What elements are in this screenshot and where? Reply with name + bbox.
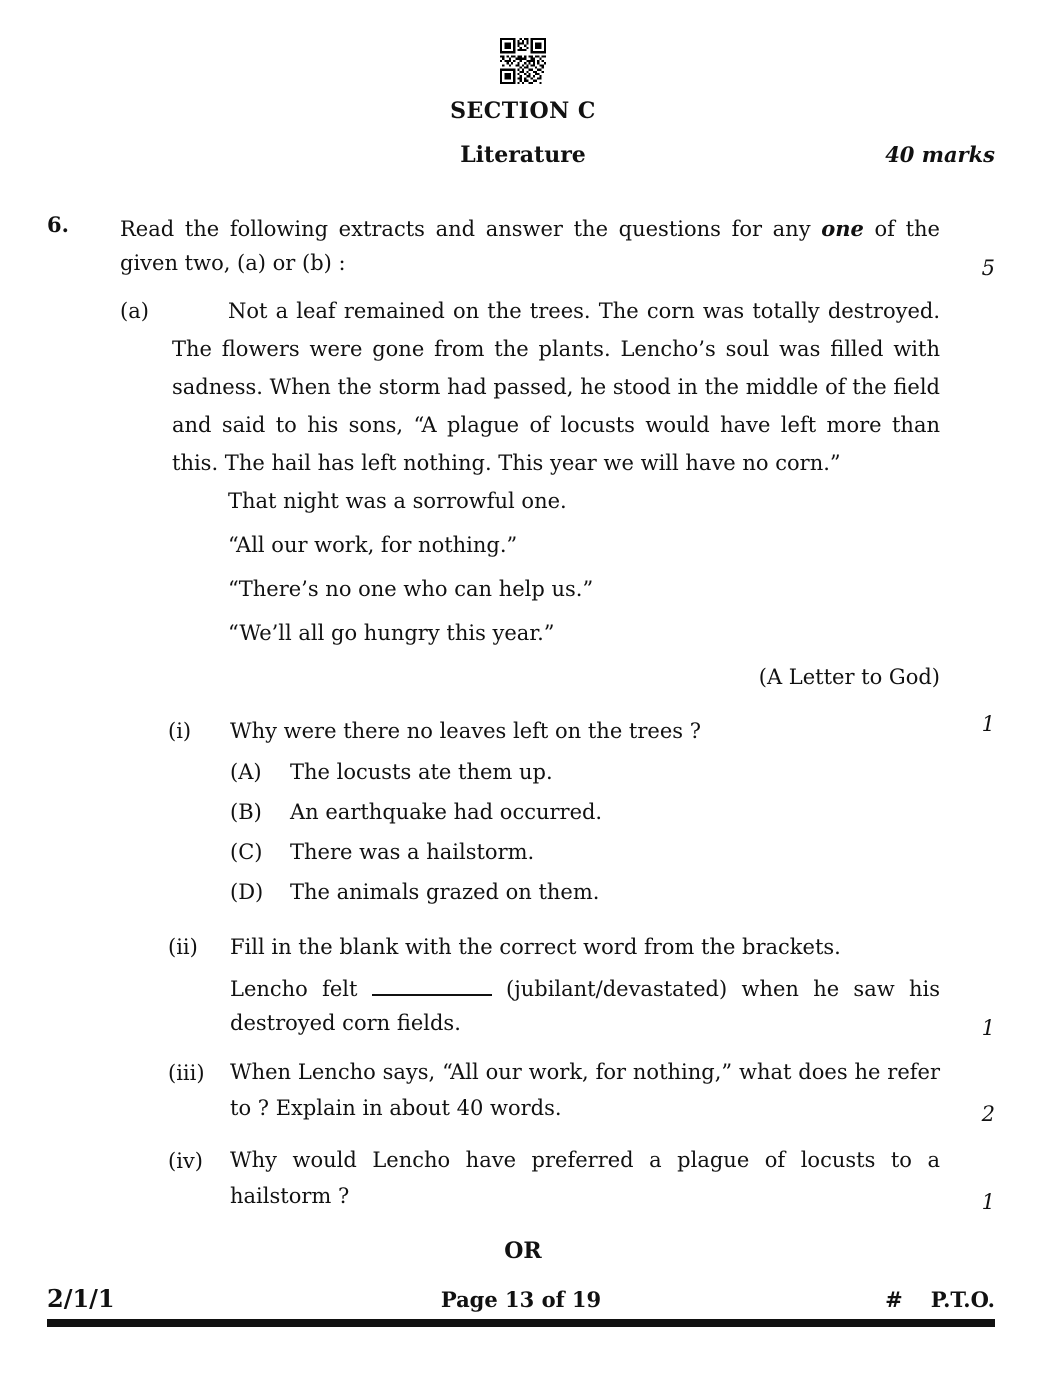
subject-row [0, 140, 1046, 170]
page-number: Page 13 of 19 [440, 1287, 602, 1312]
option-text: The locusts ate them up. [290, 760, 553, 784]
pto-label: P.T.O. [930, 1287, 995, 1312]
part-a [120, 292, 995, 482]
option-label: (B) [230, 800, 262, 824]
sub-question-marks: 1 [981, 1190, 995, 1214]
question-intro [120, 212, 940, 280]
paper-code: 2/1/1 [47, 1284, 115, 1313]
total-marks: 40 marks [885, 142, 995, 167]
sub-question-body [230, 928, 940, 1040]
fill-in-blank [372, 990, 492, 996]
footer-rule [47, 1319, 995, 1327]
option-text: There was a hailstorm. [290, 840, 535, 864]
sub-question-text: Why were there no leaves left on the trees ? [230, 719, 701, 743]
sub-question-text: When Lencho says, “All our work, for nothing,” what does he refer to ? Explain in about 40 words. [230, 1060, 940, 1120]
sub-question-label: (iii) [168, 1061, 205, 1085]
quote-lines [228, 482, 1046, 652]
question-intro-pre: Read the following extracts and answer the questions for any [120, 217, 811, 241]
sub-question-marks: 1 [981, 1016, 995, 1040]
qr-code-icon [500, 38, 546, 84]
sub-question-marks: 2 [981, 1102, 995, 1126]
sub-question-ii [168, 928, 995, 1040]
quote-line: “All our work, for nothing.” [228, 533, 518, 557]
fill-blank-instruction: Fill in the blank with the correct word from the brackets. [230, 935, 841, 959]
subject-title: Literature [460, 142, 586, 168]
quote-line: “There’s no one who can help us.” [228, 577, 594, 601]
mcq-option-c [230, 832, 940, 872]
fill-blank-sentence [230, 972, 940, 1040]
question-number: 6. [47, 212, 69, 237]
sub-question-label: (iv) [168, 1149, 203, 1173]
quote-line: “We’ll all go hungry this year.” [228, 621, 555, 645]
sub-question-marks: 1 [981, 712, 995, 736]
option-text: An earthquake had occurred. [290, 800, 603, 824]
sub-question-text: Why would Lencho have preferred a plague of locusts to a hailstorm ? [230, 1148, 940, 1208]
mcq-option-a [230, 752, 940, 792]
footer-right [795, 1285, 995, 1315]
fill-post: (jubilant/devastated) when he saw his destroyed corn fields. [230, 977, 940, 1035]
sub-question-iv [168, 1142, 995, 1214]
source-attribution: (A Letter to God) [758, 665, 940, 689]
section-title: SECTION C [450, 98, 596, 124]
sub-question-i [168, 712, 995, 912]
page-footer [47, 1284, 995, 1315]
option-label: (C) [230, 840, 263, 864]
sub-question-iii [168, 1054, 995, 1126]
question-marks: 5 [981, 256, 995, 280]
question-intro-post: of the given two, (a) or (b) : [120, 217, 940, 275]
extract-paragraph: Not a leaf remained on the trees. The corn was totally destroyed. The flowers were gone from the plants. Lencho’s soul was filled with sadness. When the storm had passed, he stood in the middle of the field and said to his sons, “A plague of locusts would have left more than this. The hail has left nothing. This year we will have no corn.” [172, 299, 940, 475]
mcq-option-d [230, 872, 940, 912]
option-label: (D) [230, 880, 264, 904]
question-6 [47, 212, 995, 280]
sub-question-label: (ii) [168, 935, 198, 959]
mcq-options [230, 752, 940, 912]
sub-question-label: (i) [168, 719, 192, 743]
qr-code-container [0, 38, 1046, 84]
fill-pre: Lencho felt [230, 977, 358, 1001]
question-intro-emphasis: one [821, 216, 864, 241]
option-label: (A) [230, 760, 262, 784]
option-text: The animals grazed on them. [290, 880, 600, 904]
part-a-marks-spacer [940, 292, 995, 482]
mcq-option-b [230, 792, 940, 832]
quote-line: That night was a sorrowful one. [228, 489, 567, 513]
or-separator: OR [504, 1238, 542, 1264]
hash-mark: # [885, 1287, 903, 1312]
part-a-label: (a) [120, 299, 149, 323]
sub-question-body [230, 712, 940, 912]
